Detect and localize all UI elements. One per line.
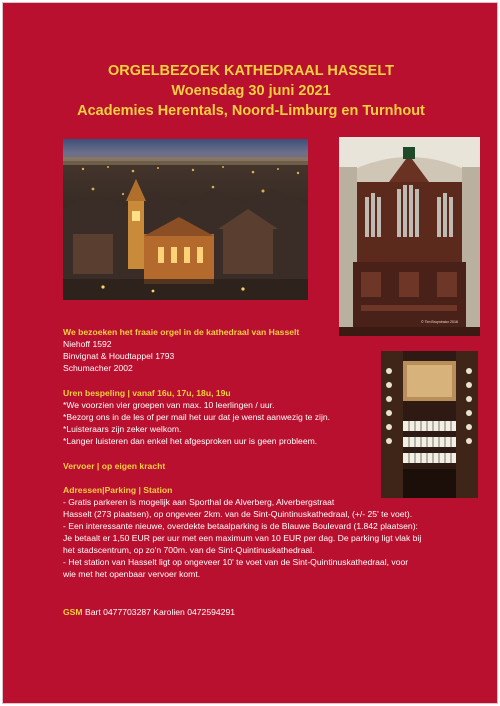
address-line-4: Je betaalt er 1,50 EUR per uur met een maximum van 10 EUR per dag. De parking ligt vlak bij — [63, 533, 422, 543]
hours-line-3: *Luisteraars zijn zeker welkom. — [63, 424, 182, 434]
contact-numbers: Bart 0477703287 Karolien 0472594291 — [82, 607, 236, 617]
addresses-heading: Adressen|Parking | Station — [63, 485, 173, 495]
intro-heading: We bezoeken het fraaie orgel in de kathedraal van Hasselt — [63, 327, 300, 337]
cathedral-organ-photo — [339, 137, 480, 336]
hours-line-2: *Bezorg ons in de les of per mail het uur dat je wenst aanwezig te zijn. — [63, 412, 331, 422]
address-line-7: wie met het openbaar vervoer komt. — [63, 569, 201, 579]
title-event: ORGELBEZOEK KATHEDRAAL HASSELT — [108, 63, 394, 79]
address-line-2: Hasselt (273 plaatsen), op ongeveer 2km. van de Sint-Quintinuskathedraal, (+/- 25' te voet). — [63, 509, 413, 519]
address-line-5: het stadscentrum, op zo'n 700m. van de Sint-Quintinuskathedraal. — [63, 545, 315, 555]
address-line-1: - Gratis parkeren is mogelijk aan Sporthal de Alverberg, Alverbergstraat — [63, 497, 335, 507]
gsm-label: GSM — [63, 607, 83, 617]
organ-builder-3: Schumacher 2002 — [63, 363, 133, 373]
hours-line-4: *Langer luisteren dan enkel het afgesproken uur is geen probleem. — [63, 436, 318, 446]
title-academies: Academies Herentals, Noord-Limburg en Turnhout — [77, 103, 425, 119]
title-date: Woensdag 30 juni 2021 — [171, 83, 331, 99]
organ-console-photo — [381, 351, 478, 498]
hasselt-city-night-photo — [63, 139, 308, 300]
hours-line-1: *We voorzien vier groepen van max. 10 leerlingen / uur. — [63, 400, 275, 410]
address-line-3: - Een interessante nieuwe, overdekte betaalparking is de Blauwe Boulevard (1.842 plaatsen): — [63, 521, 418, 531]
organ-builder-2: Binvignat & Houdtappel 1793 — [63, 351, 175, 361]
organ-builder-1: Niehoff 1592 — [63, 339, 112, 349]
address-line-6: - Het station van Hasselt ligt op ongeveer 10' te voet van de Sint-Quintinuskathedraal, voor — [63, 557, 409, 567]
transport-heading: Vervoer | op eigen kracht — [63, 461, 166, 471]
flyer-page — [2, 2, 498, 704]
contact-line — [63, 606, 235, 618]
photo-credit: © Tim Bruyninckx 2016 — [421, 320, 459, 324]
hours-heading: Uren bespeling | vanaf 16u, 17u, 18u, 19u — [63, 388, 231, 398]
